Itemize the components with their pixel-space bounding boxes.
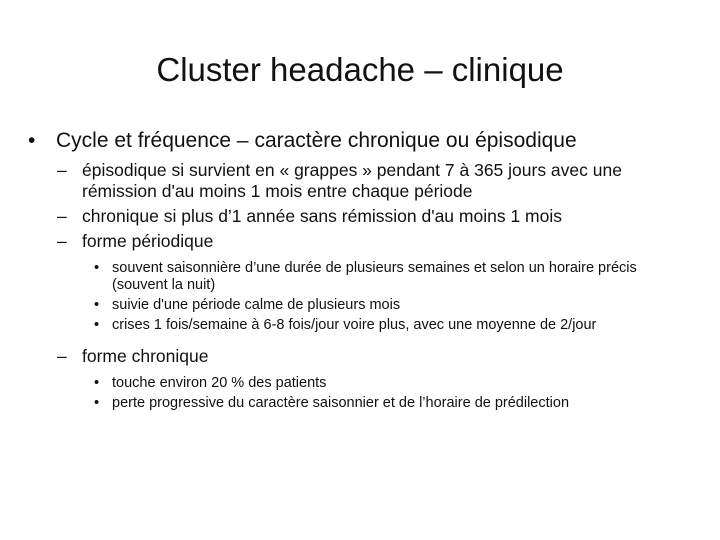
bullet-marker: • <box>94 297 100 313</box>
bullet-marker: • <box>94 395 100 411</box>
detail-text: touche environ 20 % des patients <box>112 375 327 391</box>
periodique-details <box>26 260 696 334</box>
dash-marker: – <box>57 160 67 180</box>
sub-bullet-forme-chronique <box>26 346 696 367</box>
sub-bullet-text: épisodique si survient en « grappes » pendant 7 à 365 jours avec une rémission d'au moins 1 mois entre chaque période <box>82 160 622 201</box>
detail-bullet <box>26 317 696 334</box>
detail-text: crises 1 fois/semaine à 6-8 fois/jour voire plus, avec une moyenne de 2/jour <box>112 317 597 333</box>
slide-title: Cluster headache – clinique <box>156 51 564 88</box>
detail-bullet <box>26 297 696 314</box>
detail-bullet <box>26 375 696 392</box>
dash-marker: – <box>57 346 67 366</box>
chronique-details <box>26 375 696 412</box>
dash-marker: – <box>57 206 67 226</box>
main-bullet-text: Cycle et fréquence – caractère chronique ou épisodique <box>56 129 577 152</box>
slide-content <box>26 128 696 424</box>
main-bullet <box>26 128 696 154</box>
sub-bullet-text: forme chronique <box>82 346 209 366</box>
detail-text: perte progressive du caractère saisonnier et de l’horaire de prédilection <box>112 395 570 411</box>
sub-bullet-chronique-definition <box>26 206 696 227</box>
bullet-marker: • <box>28 129 36 152</box>
detail-bullet <box>26 395 696 412</box>
sub-bullet-episodique <box>26 160 696 202</box>
dash-marker: – <box>57 231 67 251</box>
bullet-marker: • <box>94 375 100 391</box>
detail-text: suivie d'une période calme de plusieurs mois <box>112 297 401 313</box>
bullet-marker: • <box>94 260 100 276</box>
sub-bullet-forme-periodique <box>26 231 696 252</box>
sub-bullet-text: chronique si plus d’1 année sans rémission d'au moins 1 mois <box>82 206 562 226</box>
sub-bullet-text: forme périodique <box>82 231 214 251</box>
bullet-marker: • <box>94 317 100 333</box>
detail-bullet <box>26 260 696 294</box>
detail-text: souvent saisonnière d’une durée de plusieurs semaines et selon un horaire précis (souvent la nuit) <box>112 260 637 293</box>
